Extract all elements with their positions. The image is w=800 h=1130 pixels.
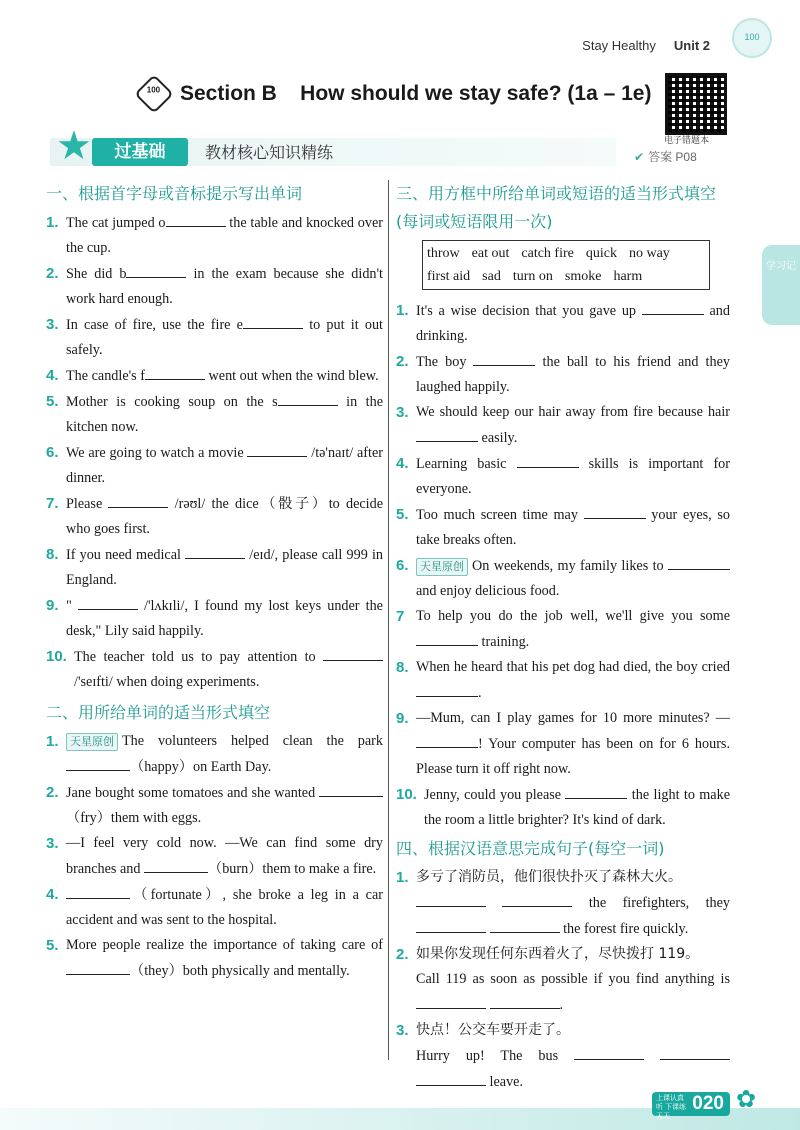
question-item bbox=[396, 298, 730, 349]
question-number: 9. bbox=[46, 597, 59, 614]
question-body bbox=[66, 261, 383, 312]
question-number: 2. bbox=[46, 784, 59, 801]
question-text: When he heard that his pet dog had died, the boy cried bbox=[416, 659, 730, 675]
question-text: /'lʌkɪli/, I found my lost keys under the desk," Lily said happily. bbox=[66, 598, 383, 639]
question-body bbox=[66, 363, 383, 389]
question-text: training. bbox=[478, 634, 530, 650]
question-item bbox=[46, 780, 383, 831]
question-number: 8. bbox=[396, 659, 409, 676]
answer-blank[interactable] bbox=[502, 890, 572, 907]
question-text: to put it out safely. bbox=[66, 317, 383, 358]
question-body bbox=[66, 312, 383, 363]
question-body bbox=[416, 451, 730, 502]
question-text: It's a wise decision that you gave up bbox=[416, 303, 642, 319]
question-body bbox=[416, 553, 730, 604]
question-text: the firefighters, they bbox=[572, 895, 730, 911]
question-item bbox=[46, 831, 383, 882]
question-number: 4. bbox=[396, 455, 409, 472]
question-body bbox=[416, 655, 730, 706]
question-item bbox=[396, 865, 730, 942]
question-number: 5. bbox=[396, 506, 409, 523]
box-word: quick bbox=[585, 246, 617, 261]
question-text: （burn）them to make a fire. bbox=[208, 861, 377, 877]
question-number: 3. bbox=[396, 1022, 409, 1039]
question-text: in the exam because she didn't work hard enough. bbox=[66, 266, 384, 307]
question-text: the ball to his friend and they laughed happily. bbox=[416, 354, 730, 395]
answer-blank[interactable] bbox=[66, 754, 130, 771]
box-word: harm bbox=[613, 269, 643, 284]
question-item bbox=[396, 502, 730, 553]
answer-blank[interactable] bbox=[416, 629, 478, 646]
question-body bbox=[416, 349, 730, 400]
qr-label: 电子错题本 bbox=[664, 135, 710, 145]
english-sentence bbox=[416, 890, 730, 942]
question-body bbox=[66, 780, 383, 831]
question-body bbox=[416, 865, 730, 942]
question-number: 4. bbox=[46, 367, 59, 384]
question-item bbox=[46, 210, 383, 261]
question-item bbox=[396, 942, 730, 1018]
question-number: 2. bbox=[396, 946, 409, 963]
question-item bbox=[396, 400, 730, 451]
answer-reference: ✔ 答案 P08 bbox=[634, 150, 697, 164]
question-text: —I feel very cold now. —We can find some dry branches and bbox=[66, 835, 383, 877]
question-number: 7 bbox=[396, 608, 405, 625]
question-number: 4. bbox=[46, 886, 59, 903]
question-text: More people realize the importance of taking care of bbox=[66, 937, 383, 953]
question-body bbox=[416, 502, 730, 553]
qr-code-icon[interactable] bbox=[665, 73, 727, 135]
chinese-prompt: 多亏了消防员，他们很快扑灭了森林大火。 bbox=[416, 869, 682, 885]
answer-blank[interactable] bbox=[416, 992, 486, 1009]
question-text: and enjoy delicious food. bbox=[416, 583, 560, 599]
question-text: Jenny, could you please bbox=[424, 787, 566, 803]
running-header bbox=[582, 38, 710, 53]
word-box-row bbox=[427, 242, 705, 265]
answer-blank[interactable] bbox=[243, 312, 303, 329]
question-text: Jane bought some tomatoes and she wanted bbox=[66, 785, 319, 801]
question-number: 1. bbox=[396, 302, 409, 319]
part4-list bbox=[396, 865, 730, 1095]
answer-blank[interactable] bbox=[473, 349, 535, 366]
original-tag: 天星原创 bbox=[66, 733, 118, 751]
question-text: /'seɪfti/ when doing experiments. bbox=[74, 674, 260, 690]
part2-heading: 二、用所给单词的适当形式填空 bbox=[46, 703, 271, 722]
question-number: 2. bbox=[396, 353, 409, 370]
answer-blank[interactable] bbox=[416, 890, 486, 907]
column-divider bbox=[388, 180, 389, 1060]
answer-blank[interactable] bbox=[490, 916, 560, 933]
answer-blank[interactable] bbox=[145, 363, 205, 380]
question-text: （fortunate）, she broke a leg in a car accident and was sent to the hospital. bbox=[66, 887, 383, 928]
question-number: 3. bbox=[46, 835, 59, 852]
question-number: 3. bbox=[396, 404, 409, 421]
question-text: . bbox=[478, 685, 482, 701]
question-body bbox=[416, 604, 730, 655]
section-title-text: Section B How should we stay safe? (1a – 1e) bbox=[180, 82, 652, 105]
question-text: Learning basic bbox=[416, 456, 517, 472]
question-body bbox=[416, 706, 730, 782]
question-item bbox=[396, 349, 730, 400]
question-body bbox=[416, 298, 730, 349]
question-text: Too much screen time may bbox=[416, 507, 584, 523]
question-number: 9. bbox=[396, 710, 409, 727]
answer-blank[interactable] bbox=[247, 440, 307, 457]
section-diamond-icon: 100 bbox=[134, 74, 174, 114]
banner-tag: 过基础 bbox=[92, 138, 188, 166]
question-text: went out when the wind blew. bbox=[204, 368, 379, 384]
question-body bbox=[66, 542, 383, 593]
question-number: 2. bbox=[46, 265, 59, 282]
question-text: On weekends, my family likes to bbox=[472, 558, 668, 574]
question-text: Mother is cooking soup on the s bbox=[66, 394, 278, 410]
question-item bbox=[46, 729, 383, 780]
question-body bbox=[424, 782, 730, 833]
question-text bbox=[644, 1048, 660, 1064]
part3-list bbox=[396, 298, 730, 833]
question-number: 6. bbox=[46, 444, 59, 461]
part1-list bbox=[46, 210, 383, 695]
question-text: To help you do the job well, we'll give you some bbox=[416, 608, 730, 624]
question-item bbox=[46, 440, 383, 491]
question-text: skills is important for everyone. bbox=[416, 456, 730, 497]
question-text: the light to make the room a little brighter? It's kind of dark. bbox=[424, 787, 730, 828]
question-item bbox=[46, 542, 383, 593]
box-word: sad bbox=[482, 269, 501, 284]
question-text: She did b bbox=[66, 266, 127, 282]
question-number: 1. bbox=[396, 869, 409, 886]
question-item bbox=[46, 312, 383, 363]
question-item bbox=[396, 706, 730, 782]
part4-heading: 四、根据汉语意思完成句子(每空一词) bbox=[396, 839, 665, 858]
chinese-prompt: 如果你发现任何东西着火了，尽快拨打 119。 bbox=[416, 946, 700, 962]
question-number: 6. bbox=[396, 557, 409, 574]
answer-blank[interactable] bbox=[416, 1069, 486, 1086]
question-number: 5. bbox=[46, 937, 59, 954]
question-body bbox=[66, 210, 383, 261]
section-title bbox=[140, 80, 651, 108]
question-item bbox=[396, 1018, 730, 1095]
question-number: 1. bbox=[46, 214, 59, 231]
box-word: catch fire bbox=[521, 246, 574, 261]
question-item bbox=[46, 261, 383, 312]
answer-blank[interactable] bbox=[490, 992, 560, 1009]
question-text: " bbox=[66, 598, 78, 614]
question-item bbox=[396, 782, 730, 833]
answer-blank[interactable] bbox=[185, 542, 245, 559]
box-word: smoke bbox=[564, 269, 602, 284]
question-text: /tə'naɪt/ after dinner. bbox=[66, 445, 383, 486]
question-text: The volunteers helped clean the park bbox=[122, 733, 383, 749]
question-text: The candle's f bbox=[66, 368, 145, 384]
question-number: 8. bbox=[46, 546, 59, 563]
question-text: Hurry up! The bus bbox=[416, 1048, 575, 1064]
question-number: 10. bbox=[396, 786, 417, 803]
banner-subtitle: 教材核心知识精练 bbox=[205, 143, 334, 162]
page-slogan: 上课认真听 下课练天天 bbox=[656, 1095, 686, 1120]
answer-blank[interactable] bbox=[144, 856, 208, 873]
question-item bbox=[396, 655, 730, 706]
question-text: your eyes, so take breaks often. bbox=[416, 507, 730, 548]
original-tag: 天星原创 bbox=[416, 558, 468, 576]
question-text: The boy bbox=[416, 354, 474, 370]
mascot-icon: ✿ bbox=[736, 1087, 757, 1113]
answer-blank[interactable] bbox=[565, 782, 627, 799]
question-body bbox=[66, 933, 383, 984]
question-item bbox=[46, 593, 383, 644]
question-number: 3. bbox=[46, 316, 59, 333]
word-box bbox=[422, 240, 710, 290]
question-number: 1. bbox=[46, 733, 59, 750]
question-item bbox=[46, 933, 383, 984]
question-text: /rəʊl/ the dice（骰子）to decide who goes first. bbox=[66, 496, 383, 537]
question-text: Please bbox=[66, 496, 109, 512]
answer-blank[interactable] bbox=[660, 1043, 730, 1060]
answer-blank[interactable] bbox=[416, 425, 478, 442]
box-word: no way bbox=[628, 246, 670, 261]
question-text bbox=[486, 895, 502, 911]
question-body bbox=[416, 942, 730, 1018]
answer-blank[interactable] bbox=[584, 502, 646, 519]
question-item bbox=[396, 604, 730, 655]
question-text: and drinking. bbox=[416, 303, 730, 344]
question-body bbox=[74, 644, 383, 695]
answer-blank[interactable] bbox=[126, 261, 186, 278]
check-icon: ✔ bbox=[634, 150, 645, 164]
answer-blank[interactable] bbox=[166, 210, 226, 227]
question-text: ! Your computer has been on for 6 hours. Please turn it off right now. bbox=[416, 736, 730, 777]
question-text: Call 119 as soon as possible if you find anything is bbox=[416, 971, 730, 987]
question-body bbox=[66, 729, 383, 780]
question-item bbox=[46, 491, 383, 542]
question-number: 10. bbox=[46, 648, 67, 665]
brand-badge-icon: 100 bbox=[732, 18, 772, 58]
english-sentence bbox=[416, 967, 730, 1018]
answer-blank[interactable] bbox=[416, 680, 478, 697]
question-item bbox=[396, 553, 730, 604]
box-word: throw bbox=[427, 246, 460, 261]
part1-heading: 一、根据首字母或音标提示写出单词 bbox=[46, 184, 303, 203]
question-body bbox=[66, 593, 383, 644]
chinese-prompt: 快点！公交车要开走了。 bbox=[416, 1022, 570, 1038]
unit-topic: Stay Healthy bbox=[582, 38, 656, 53]
question-text: in the kitchen now. bbox=[66, 394, 384, 435]
question-body bbox=[66, 440, 383, 491]
question-body bbox=[416, 1018, 730, 1095]
question-body bbox=[66, 882, 383, 933]
question-body bbox=[66, 389, 383, 440]
page-number: 020 bbox=[692, 1093, 724, 1114]
question-text: the forest fire quickly. bbox=[559, 921, 689, 937]
question-number: 5. bbox=[46, 393, 59, 410]
question-number: 7. bbox=[46, 495, 59, 512]
answer-blank[interactable] bbox=[574, 1043, 644, 1060]
question-body bbox=[66, 491, 383, 542]
part2-list bbox=[46, 729, 383, 984]
answer-blank[interactable] bbox=[668, 553, 730, 570]
right-column bbox=[396, 178, 730, 1095]
star-mascot-icon: ★ bbox=[56, 123, 92, 168]
box-word: first aid bbox=[427, 269, 471, 284]
question-item bbox=[46, 644, 383, 695]
question-text: . bbox=[559, 997, 564, 1013]
question-text: （fry）them with eggs. bbox=[66, 810, 202, 826]
question-text: If you need medical bbox=[66, 547, 186, 563]
answer-blank[interactable] bbox=[108, 491, 168, 508]
page-number-tag bbox=[652, 1092, 730, 1120]
side-tab[interactable]: 学习记 bbox=[762, 245, 800, 325]
box-word: turn on bbox=[512, 269, 553, 284]
question-item bbox=[46, 363, 383, 389]
answer-blank[interactable] bbox=[66, 882, 130, 899]
answer-blank[interactable] bbox=[66, 958, 130, 975]
word-box-row bbox=[427, 265, 705, 288]
answer-blank[interactable] bbox=[319, 780, 383, 797]
question-text: We should keep our hair away from fire because hair bbox=[416, 404, 730, 420]
question-text: We are going to watch a movie bbox=[66, 445, 248, 461]
answer-blank[interactable] bbox=[517, 451, 579, 468]
question-text: easily. bbox=[478, 430, 518, 446]
answer-blank[interactable] bbox=[278, 389, 338, 406]
answer-blank[interactable] bbox=[78, 593, 138, 610]
question-body bbox=[416, 400, 730, 451]
answer-blank[interactable] bbox=[642, 298, 704, 315]
answer-blank[interactable] bbox=[323, 644, 383, 661]
question-text: The teacher told us to pay attention to bbox=[74, 649, 323, 665]
answer-blank[interactable] bbox=[416, 916, 486, 933]
question-body bbox=[66, 831, 383, 882]
question-text: In case of fire, use the fire e bbox=[66, 317, 243, 333]
left-column bbox=[46, 178, 383, 984]
question-text: the table and knocked over the cup. bbox=[66, 215, 383, 256]
unit-label: Unit 2 bbox=[673, 38, 710, 53]
question-text: （they）both physically and mentally. bbox=[130, 963, 350, 979]
question-item bbox=[46, 882, 383, 933]
question-text: —Mum, can I play games for 10 more minutes? — bbox=[416, 710, 730, 726]
question-item bbox=[46, 389, 383, 440]
box-word: eat out bbox=[471, 246, 510, 261]
english-sentence bbox=[416, 1043, 730, 1095]
question-text: /eɪd/, please call 999 in England. bbox=[66, 547, 383, 588]
answer-blank[interactable] bbox=[416, 731, 478, 748]
question-text: （happy）on Earth Day. bbox=[130, 759, 272, 775]
question-text: The cat jumped o bbox=[66, 215, 166, 231]
part3-heading: 三、用方框中所给单词或短语的适当形式填空(每词或短语限用一次) bbox=[396, 184, 717, 231]
question-item bbox=[396, 451, 730, 502]
question-text: leave. bbox=[486, 1074, 524, 1090]
